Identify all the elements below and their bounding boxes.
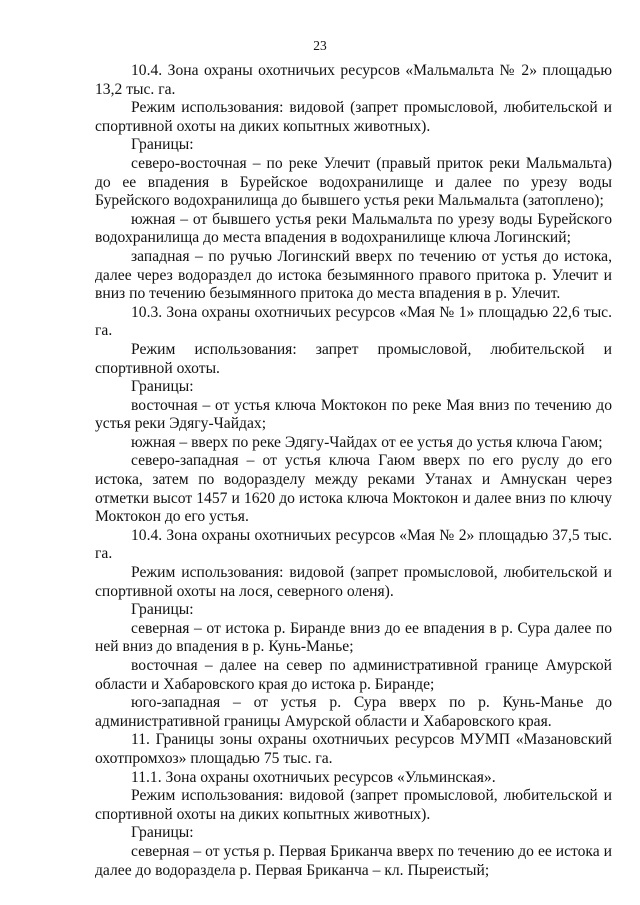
paragraph: Режим использования: видовой (запрет промысловой, любительской и спортивной охоты на лося, северного оленя).	[95, 564, 612, 600]
page-number: 23	[313, 38, 327, 53]
paragraph: восточная – от устья ключа Моктокон по реке Мая вниз по течению до устья реки Эдягу-Чайдах;	[95, 396, 612, 433]
paragraph: Границы:	[131, 378, 194, 396]
paragraph: 10.4. Зона охраны охотничьих ресурсов «Мая № 2» площадью 37,5 тыс. га.	[95, 526, 612, 563]
paragraph: Границы:	[131, 601, 194, 619]
paragraph: Режим использования: видовой (запрет промысловой, любительской и спортивной охоты на диких копытных животных).	[95, 787, 612, 823]
paragraph: Режим использования: видовой (запрет промысловой, любительской и спортивной охоты на диких копытных животных).	[95, 99, 612, 135]
paragraph: северная – от истока р. Биранде вниз до ее впадения в р. Сура далее по ней вниз до впадения в р. Кунь-Манье;	[95, 619, 612, 656]
paragraph: северо-западная – от устья ключа Гаюм вверх по его руслу до его истока, затем по водоразделу между реками Утанах и Амнускан через отметки высот 1457 и 1620 до истока ключа Моктокон и далее вниз по ключу Моктокон до его устья.	[95, 452, 612, 526]
paragraph: 11.1. Зона охраны охотничьих ресурсов «Ульминская».	[131, 768, 496, 786]
paragraph: 11. Границы зоны охраны охотничьих ресурсов МУМП «Мазановский охотпромхоз» площадью 75 тыс. га.	[95, 731, 612, 767]
paragraph: восточная – далее на север по административной границе Амурской области и Хабаровского края до истока р. Биранде;	[95, 657, 612, 693]
paragraph: Режим использования: запрет промысловой, любительской и спортивной охоты.	[95, 340, 612, 377]
paragraph: западная – по ручью Логинский вверх по течению от устья до истока, далее через водораздел до истока безымянного правого притока р. Улечит и вниз по течению безымянного притока до места впадения в р. Улечит.	[95, 247, 612, 303]
paragraph: северная – от устья р. Первая Бриканча вверх по течению до ее истока и далее до водораздела р. Первая Бриканча – кл. Пыреистый;	[95, 842, 612, 879]
paragraph: юго-западная – от устья р. Сура вверх по р. Кунь-Манье до административной границы Амурской области и Хабаровского края.	[95, 694, 612, 730]
paragraph: южная – вверх по реке Эдягу-Чайдах от ее устья до устья ключа Гаюм;	[131, 433, 603, 451]
paragraph: 10.3. Зона охраны охотничьих ресурсов «Мая № 1» площадью 22,6 тыс. га.	[95, 303, 612, 340]
paragraph: Границы:	[131, 824, 194, 842]
paragraph: 10.4. Зона охраны охотничьих ресурсов «Мальмальта № 2» площадью 13,2 тыс. га.	[95, 62, 612, 98]
document-body	[95, 62, 612, 880]
paragraph: северо-восточная – по реке Улечит (правый приток реки Мальмальта) до ее впадения в Бурейское водохранилище и далее по урезу воды Бурейского водохранилища до бывшего устья реки Мальмальта (затоплено);	[95, 154, 612, 210]
paragraph: Границы:	[131, 136, 194, 154]
paragraph: южная – от бывшего устья реки Мальмальта по урезу воды Бурейского водохранилища до места впадения в водохранилище ключа Логинский;	[95, 210, 612, 247]
